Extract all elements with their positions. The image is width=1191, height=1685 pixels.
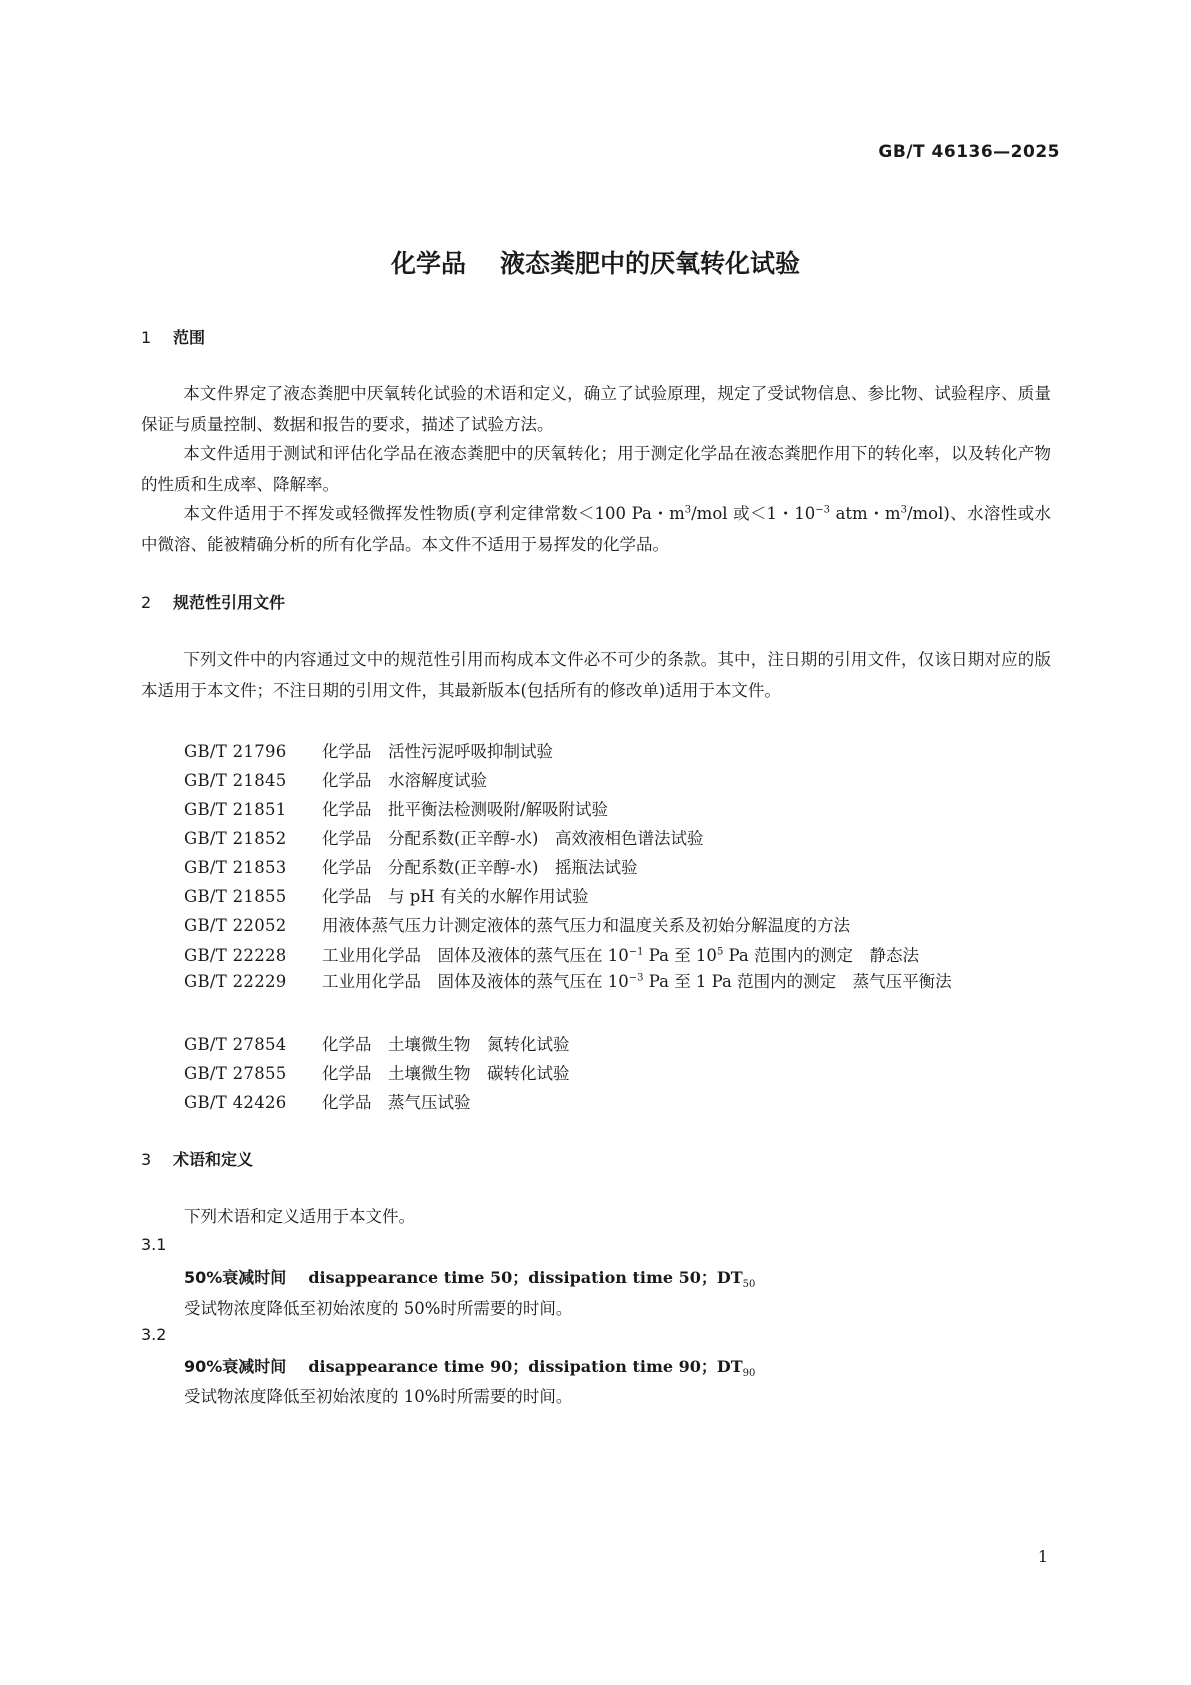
ref-code: GB/T 21796: [184, 742, 287, 761]
ref-code: GB/T 27855: [184, 1064, 287, 1083]
reference-item: [184, 825, 703, 849]
reference-item: [184, 1089, 471, 1113]
ref-code: GB/T 27854: [184, 1035, 287, 1054]
ref-code: GB/T 21852: [184, 829, 287, 848]
ref-title: 化学品 土壤微生物 氮转化试验: [322, 1035, 570, 1054]
ref-code: GB/T 21853: [184, 858, 287, 877]
para-text: /mol)、水溶性或水中微溶、能被精确分析的所有化学品。本文件不适用于易挥发的化学品。: [141, 504, 1052, 554]
section-title: 范围: [173, 328, 206, 347]
ref-title: 化学品 与 pH 有关的水解作用试验: [322, 887, 589, 906]
reference-item: [141, 966, 1051, 997]
section-2-intro: [141, 644, 1051, 706]
superscript: −3: [815, 504, 830, 516]
superscript: −1: [628, 946, 644, 958]
superscript: 3: [900, 504, 907, 516]
section-2-heading: [141, 590, 285, 613]
ref-title: 化学品 水溶解度试验: [322, 771, 487, 790]
para-text: 本文件适用于测试和评估化学品在液态粪肥中的厌氧转化；用于测定化学品在液态粪肥作用下的转化率，以及转化产物的性质和生成率、降解率。: [141, 444, 1051, 494]
term-en: disappearance time 50；dissipation time 50；: [308, 1268, 717, 1287]
term-entry: [184, 1354, 755, 1379]
section-number: 2: [141, 593, 152, 612]
reference-item: [184, 854, 637, 878]
para-text: atm・m: [829, 504, 901, 523]
ref-title: 工业用化学品 固体及液体的蒸气压在 10: [322, 946, 629, 965]
ref-title: 化学品 活性污泥呼吸抑制试验: [322, 742, 553, 761]
section-number: 3: [141, 1150, 152, 1169]
term-definition: 受试物浓度降低至初始浓度的 50%时所需要的时间。: [184, 1299, 573, 1318]
ref-title: 化学品 蒸气压试验: [322, 1093, 471, 1112]
section-1-para-2: [141, 438, 1051, 500]
term-zh: 90%衰减时间: [184, 1357, 287, 1376]
section-title: 术语和定义: [173, 1150, 254, 1169]
section-1-para-3: [141, 498, 1051, 560]
section-3-intro: 下列术语和定义适用于本文件。: [184, 1207, 415, 1226]
reference-item: [184, 1060, 570, 1084]
ref-title: 化学品 分配系数(正辛醇-水) 高效液相色谱法试验: [322, 829, 704, 848]
section-title: 规范性引用文件: [173, 593, 286, 612]
term-number: 3.2: [141, 1325, 167, 1344]
term-symbol-subscript: 50: [742, 1279, 756, 1291]
page-number: 1: [1037, 1547, 1048, 1566]
superscript: −3: [628, 972, 644, 984]
title-part2: 液态粪肥中的厌氧转化试验: [500, 249, 801, 278]
para-text: 下列文件中的内容通过文中的规范性引用而构成本文件必不可少的条款。其中，注日期的引用文件，仅该日期对应的版本适用于本文件；不注日期的引用文件，其最新版本(包括所有的修改单)适用于本文件。: [141, 650, 1051, 700]
ref-title: Pa 范围内的测定 静态法: [723, 946, 920, 965]
para-text: 本文件界定了液态粪肥中厌氧转化试验的术语和定义，确立了试验原理，规定了受试物信息、参比物、试验程序、质量保证与质量控制、数据和报告的要求，描述了试验方法。: [141, 384, 1051, 434]
reference-item: [184, 942, 919, 966]
superscript: 5: [716, 946, 724, 958]
section-number: 1: [141, 328, 152, 347]
term-en: disappearance time 90；dissipation time 90；: [308, 1357, 717, 1376]
ref-title: 化学品 批平衡法检测吸附/解吸附试验: [322, 800, 609, 819]
term-symbol-subscript: 90: [742, 1368, 756, 1380]
para-text: /mol 或＜1・10: [691, 504, 816, 523]
title-part1: 化学品: [390, 249, 466, 278]
term-entry: [184, 1265, 755, 1290]
reference-item: [184, 796, 608, 820]
ref-code: GB/T 21851: [184, 800, 287, 819]
ref-title: Pa 至 10: [643, 946, 717, 965]
section-3-heading: [141, 1147, 253, 1170]
standard-number: GB/T 46136—2025: [878, 142, 1060, 162]
ref-title: Pa 至 1 Pa 范围内的测定 蒸气压平衡法: [643, 972, 952, 991]
ref-code: GB/T 22229: [184, 972, 287, 991]
term-symbol: DT: [716, 1357, 743, 1376]
section-1-heading: [141, 325, 205, 348]
ref-code: GB/T 21845: [184, 771, 287, 790]
ref-code: GB/T 22228: [184, 946, 287, 965]
superscript: 3: [684, 504, 692, 516]
document-title: [0, 244, 1191, 280]
para-text: 本文件适用于不挥发或轻微挥发性物质(亨利定律常数＜100 Pa・m: [183, 504, 685, 523]
ref-title: 化学品 分配系数(正辛醇-水) 摇瓶法试验: [322, 858, 638, 877]
reference-item: [184, 1031, 570, 1055]
ref-title: 化学品 土壤微生物 碳转化试验: [322, 1064, 570, 1083]
term-number: 3.1: [141, 1235, 167, 1254]
term-symbol: DT: [716, 1268, 743, 1287]
ref-title: 工业用化学品 固体及液体的蒸气压在 10: [322, 972, 629, 991]
ref-code: GB/T 22052: [184, 916, 287, 935]
ref-code: GB/T 42426: [184, 1093, 287, 1112]
reference-item: [184, 738, 553, 762]
ref-code: GB/T 21855: [184, 887, 287, 906]
reference-item: [184, 883, 588, 907]
reference-item: [184, 767, 487, 791]
section-1-para-1: [141, 378, 1051, 440]
term-zh: 50%衰减时间: [184, 1268, 287, 1287]
reference-item: [184, 912, 850, 936]
term-definition: 受试物浓度降低至初始浓度的 10%时所需要的时间。: [184, 1387, 573, 1406]
ref-title: 用液体蒸气压力计测定液体的蒸气压力和温度关系及初始分解温度的方法: [322, 916, 850, 935]
